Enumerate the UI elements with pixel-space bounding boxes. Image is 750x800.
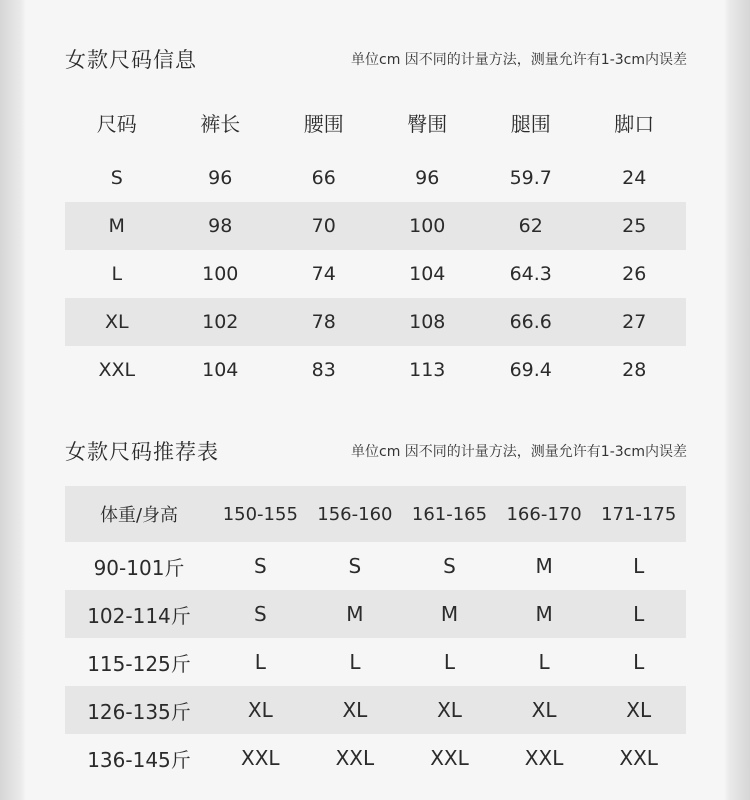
table-cell: L: [254, 650, 266, 674]
header-cell: 尺码: [96, 111, 137, 136]
table-cell: 100: [409, 215, 446, 237]
table-cell: 113: [409, 359, 446, 381]
header-cell: 腿围: [510, 111, 551, 136]
table-cell: M: [108, 215, 125, 237]
table-cell: S: [110, 167, 123, 189]
table-cell: L: [111, 263, 123, 285]
table-cell: 104: [202, 359, 239, 381]
size-info-note: 单位cm 因不同的计量方法，测量允许有1-3cm内误差: [351, 52, 687, 68]
table-cell: 25: [622, 215, 647, 237]
table-cell: 28: [622, 359, 647, 381]
table-cell: 108: [409, 311, 446, 333]
header-cell: 体重/身高: [99, 505, 179, 526]
table-cell: 90-101斤: [93, 555, 185, 580]
table-row: [65, 346, 686, 394]
table-cell: L: [633, 554, 645, 578]
size-recommend-table: [65, 486, 686, 782]
table-cell: 126-135斤: [87, 699, 191, 724]
header-cell: 156-160: [317, 503, 393, 525]
table-cell: S: [348, 554, 362, 578]
table-row: [65, 638, 686, 686]
table-cell: 69.4: [509, 359, 552, 381]
header-cell: 臀围: [407, 111, 448, 136]
header-cell: 脚口: [614, 111, 655, 136]
table-cell: 96: [208, 167, 233, 189]
table-cell: 96: [415, 167, 440, 189]
table-row: [65, 686, 686, 734]
table-cell: 102-114斤: [87, 603, 191, 628]
table-cell: 136-145斤: [87, 747, 191, 772]
table-cell: L: [633, 602, 645, 626]
table-cell: XXL: [524, 746, 564, 770]
table-cell: XL: [104, 311, 129, 333]
table-cell: XXL: [98, 359, 136, 381]
table-cell: 66.6: [509, 311, 552, 333]
table-cell: 64.3: [509, 263, 552, 285]
table-cell: 66: [311, 167, 336, 189]
table-row: [65, 298, 686, 346]
table-cell: 102: [202, 311, 239, 333]
table-row: [65, 154, 686, 202]
size-recommend-note: 单位cm 因不同的计量方法，测量允许有1-3cm内误差: [351, 444, 687, 460]
table-cell: L: [633, 650, 645, 674]
header-cell: 166-170: [506, 503, 582, 525]
table-cell: XXL: [430, 746, 469, 770]
table-header-row: [65, 486, 686, 542]
table-cell: L: [349, 650, 361, 674]
header-cell: 161-165: [411, 503, 488, 525]
table-cell: XL: [342, 698, 368, 722]
table-cell: XXL: [335, 746, 375, 770]
table-cell: XL: [247, 698, 273, 722]
table-cell: L: [443, 650, 456, 674]
table-row: [65, 734, 686, 782]
table-row: [65, 542, 686, 590]
table-cell: XL: [626, 698, 652, 722]
table-cell: S: [443, 554, 456, 578]
table-cell: 78: [311, 311, 336, 333]
table-cell: M: [535, 554, 553, 578]
table-cell: 62: [518, 215, 543, 237]
table-cell: M: [535, 602, 553, 626]
table-cell: 24: [622, 167, 647, 189]
table-cell: 100: [202, 263, 239, 285]
table-cell: L: [538, 650, 550, 674]
table-row: [65, 202, 686, 250]
header-cell: 裤长: [200, 111, 241, 136]
table-cell: M: [440, 602, 459, 626]
header-cell: 150-155: [222, 503, 298, 525]
table-cell: 70: [311, 215, 336, 237]
table-header-row: [65, 90, 686, 154]
table-cell: M: [346, 602, 364, 626]
table-cell: 59.7: [509, 167, 552, 189]
table-cell: S: [253, 554, 267, 578]
header-cell: 腰围: [303, 111, 344, 136]
table-cell: 115-125斤: [87, 651, 191, 676]
table-cell: XXL: [619, 746, 658, 770]
size-info-table: [65, 90, 686, 394]
size-info-title: 女款尺码信息: [65, 48, 197, 72]
table-cell: 83: [311, 359, 336, 381]
table-cell: 104: [409, 263, 446, 285]
table-row: [65, 590, 686, 638]
size-recommend-title: 女款尺码推荐表: [65, 440, 219, 464]
table-cell: 74: [311, 263, 336, 285]
table-cell: S: [253, 602, 267, 626]
table-cell: XXL: [241, 746, 280, 770]
size-recommend-header: [65, 436, 687, 466]
table-cell: 27: [622, 311, 647, 333]
table-row: [65, 250, 686, 298]
table-cell: XL: [531, 698, 557, 722]
header-cell: 171-175: [601, 503, 677, 525]
table-cell: 98: [208, 215, 233, 237]
table-cell: XL: [437, 698, 462, 722]
table-cell: 26: [622, 263, 647, 285]
size-info-header: [65, 44, 687, 74]
